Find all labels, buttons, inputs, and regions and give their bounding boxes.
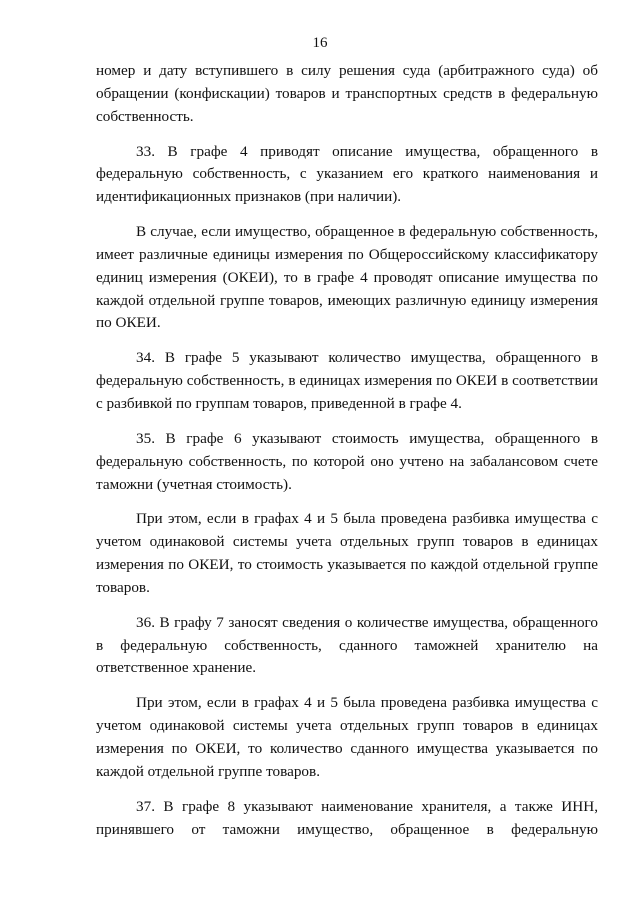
text-line: единиц измерения (ОКЕИ), то в графе 4 проводят описание имущества по	[96, 268, 598, 286]
text-line: измерения по ОКЕИ, то количество сданного имущества указывается по	[96, 740, 598, 758]
text-line: идентификационных признаков (при наличии).	[96, 188, 402, 206]
text-line: 37. В графе 8 указывают наименование хранителя, а также ИНН,	[136, 797, 598, 815]
paragraph	[96, 221, 598, 335]
text-line: 34. В графе 5 указывают количество имущества, обращенного в	[136, 349, 598, 367]
paragraph	[96, 508, 598, 599]
text-line: обращении (конфискации) товаров и транспортных средств в федеральную	[96, 84, 598, 102]
paragraph	[96, 428, 598, 496]
text-line: с разбивкой по группам товаров, приведенной в графе 4.	[96, 394, 462, 412]
paragraph	[96, 796, 598, 842]
text-line: учетом одинаковой системы учета отдельных групп товаров в единицах	[96, 717, 598, 735]
text-line: принявшего от таможни имущество, обращенное в федеральную	[96, 820, 598, 838]
paragraph	[96, 60, 598, 128]
text-line: 36. В графу 7 заносят сведения о количестве имущества, обращенного	[136, 613, 598, 631]
text-line: в федеральную собственность, сданного таможней хранителю на	[96, 636, 598, 654]
paragraph	[96, 612, 598, 680]
text-line: товаров.	[96, 578, 150, 596]
text-line: федеральную собственность, в единицах измерения по ОКЕИ в соответствии	[96, 372, 598, 390]
text-line: по ОКЕИ.	[96, 314, 161, 332]
text-line: федеральную собственность, с указанием его краткого наименования и	[96, 165, 598, 183]
text-line: При этом, если в графах 4 и 5 была проведена разбивка имущества с	[136, 510, 598, 528]
document-body	[96, 60, 598, 841]
paragraph	[96, 141, 598, 209]
paragraph	[96, 347, 598, 415]
text-line: 33. В графе 4 приводят описание имущества, обращенного в	[136, 142, 598, 160]
text-line: каждой отдельной группе товаров.	[96, 762, 320, 780]
text-line: В случае, если имущество, обращенное в федеральную собственность,	[136, 223, 598, 241]
text-line: имеет различные единицы измерения по Общероссийскому классификатору	[96, 245, 598, 263]
text-line: ответственное хранение.	[96, 659, 257, 677]
text-line: каждой отдельной группе товаров, имеющих различную единицу измерения	[96, 291, 598, 309]
page-number: 16	[312, 35, 328, 51]
text-line: измерения по ОКЕИ, то стоимость указывается по каждой отдельной группе	[96, 556, 598, 574]
text-line: учетом одинаковой системы учета отдельных групп товаров в единицах	[96, 533, 598, 551]
text-line: федеральную собственность, по которой оно учтено на забалансовом счете	[96, 452, 598, 470]
text-line: таможни (учетная стоимость).	[96, 475, 292, 493]
text-line: номер и дату вступившего в силу решения суда (арбитражного суда) об	[96, 62, 598, 79]
text-line: При этом, если в графах 4 и 5 была проведена разбивка имущества с	[136, 694, 598, 712]
text-line: собственность.	[96, 107, 194, 125]
paragraph	[96, 692, 598, 783]
text-line: 35. В графе 6 указывают стоимость имущества, обращенного в	[136, 429, 598, 447]
